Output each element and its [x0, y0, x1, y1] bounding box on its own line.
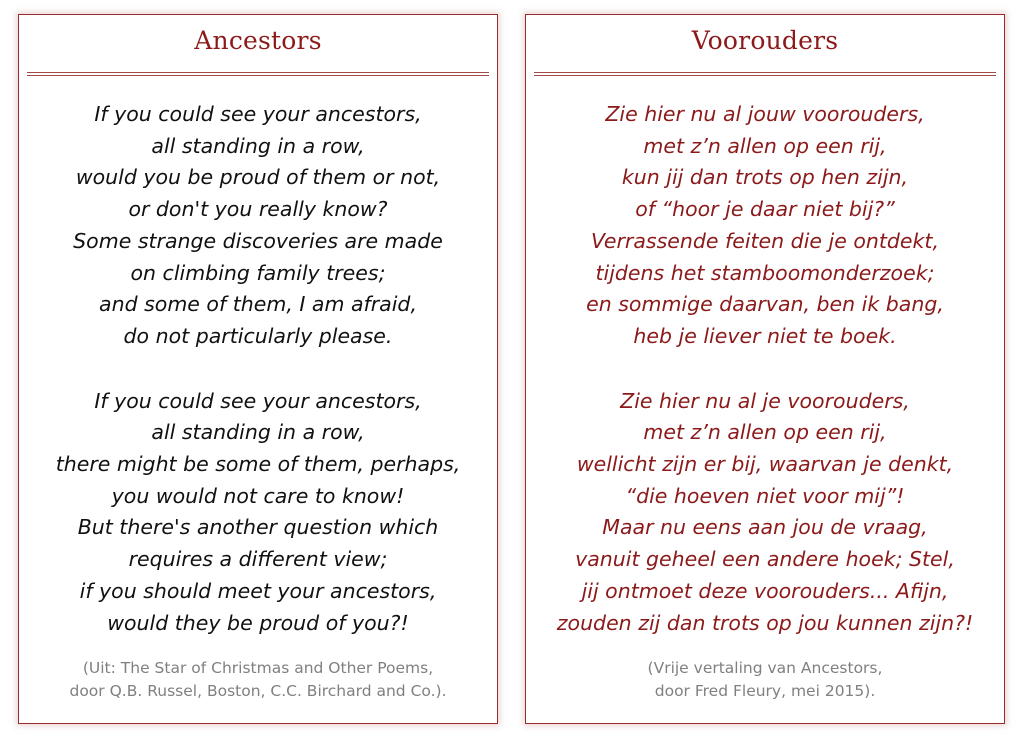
poem-line: But there's another question which	[77, 515, 439, 540]
poem-line: en sommige daarvan, ben ik bang,	[586, 292, 944, 317]
poem-line: requires a different view;	[128, 547, 388, 572]
poem-line: wellicht zijn er bij, waarvan je denkt,	[576, 452, 954, 477]
poem-body	[19, 99, 497, 672]
poem-line: if you should meet your ancestors,	[79, 578, 437, 603]
source-citation	[19, 657, 497, 702]
poem-line: there might be some of them, perhaps,	[55, 452, 461, 477]
poem-line: Zie hier nu al je voorouders,	[620, 388, 910, 413]
poem-line: or don't you really know?	[128, 197, 388, 222]
poem-line: vanuit geheel een andere hoek; Stel,	[575, 547, 955, 572]
english-poem-panel	[18, 14, 498, 724]
poem-title: Ancestors	[194, 26, 322, 55]
poem-line: all standing in a row,	[151, 133, 365, 158]
poem-line: If you could see your ancestors,	[94, 102, 422, 126]
poem-line: kun jij dan trots op hen zijn,	[621, 165, 909, 190]
poem-line: jij ontmoet deze voorouders... Afijn,	[581, 578, 949, 603]
stanza	[19, 99, 497, 353]
stanza	[526, 99, 1004, 353]
title-divider	[27, 72, 489, 76]
poem-line: would they be proud of you?!	[107, 610, 409, 635]
poem-line: met z’n allen op een rij,	[643, 420, 887, 445]
poem-line: Maar nu eens aan jou de vraag,	[602, 515, 928, 540]
dutch-poem-panel	[525, 14, 1005, 724]
poem-line: zouden zij dan trots op jou kunnen zijn?!	[556, 610, 974, 635]
poem-line: of “hoor je daar niet bij?”	[635, 197, 895, 222]
source-line: (Uit: The Star of Christmas and Other Poems,	[82, 659, 434, 677]
poem-line: you would not care to know!	[111, 483, 405, 508]
source-line: (Vrije vertaling van Ancestors,	[647, 659, 883, 677]
poem-line: Verrassende feiten die je ontdekt,	[591, 228, 939, 253]
source-line: door Q.B. Russel, Boston, C.C. Birchard and Co.).	[69, 681, 447, 700]
stanza	[526, 386, 1004, 640]
poem-line: on climbing family trees;	[130, 260, 386, 285]
poem-line: heb je liever niet te boek.	[633, 323, 897, 348]
poem-line: and some of them, I am afraid,	[99, 292, 417, 317]
poem-line: tijdens het stamboomonderzoek;	[595, 260, 935, 285]
poem-line: do not particularly please.	[123, 323, 393, 348]
source-citation	[526, 657, 1004, 702]
poem-line: Zie hier nu al jouw voorouders,	[605, 102, 925, 126]
poem-line: met z’n allen op een rij,	[643, 133, 887, 158]
poem-line: all standing in a row,	[151, 420, 365, 445]
title-divider	[534, 72, 996, 76]
poem-line: “die hoeven niet voor mij”!	[625, 483, 905, 508]
poem-line: If you could see your ancestors,	[94, 388, 422, 413]
source-line: door Fred Fleury, mei 2015).	[654, 681, 876, 700]
poem-line: Some strange discoveries are made	[73, 228, 443, 253]
poem-title: Voorouders	[691, 26, 839, 55]
poem-body	[526, 99, 1004, 672]
stanza	[19, 386, 497, 640]
poem-line: would you be proud of them or not,	[75, 165, 441, 190]
